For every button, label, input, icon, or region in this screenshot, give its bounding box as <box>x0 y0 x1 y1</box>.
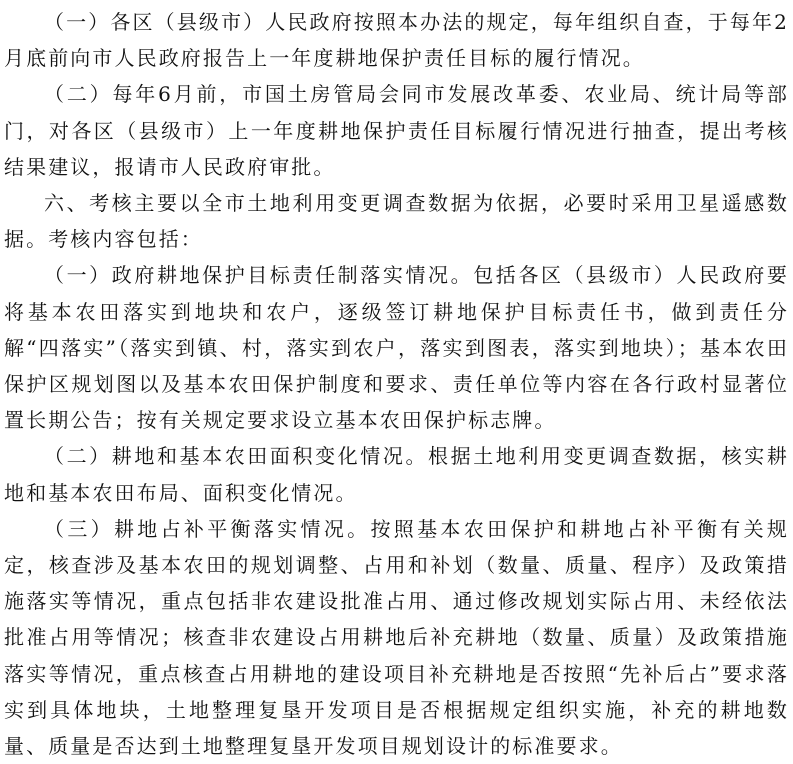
paragraph-text: （二）耕地和基本农田面积变化情况。根据土地利用变更调查数据，核实耕地和基本农田布局、面积变化情况。 <box>4 444 789 505</box>
paragraph-text: （三）耕地占补平衡落实情况。按照基本农田保护和耕地占补平衡有关规定，核查涉及基本农田的规划调整、占用和补划（数量、质量、程序）及政策措施落实等情况，重点包括非农建设批准占用、通过修改规划实际占用、未经依法批准占用等情况；核查非农建设占用耕地后补充耕地（数量、质量）及政策措施落实等情况，重点核查占用耕地的建设项目补充耕地是否按照“先补后占”要求落实到具体地块，土地整理复垦开发项目是否根据规定组织实施，补充的耕地数量、质量是否达到土地整理复垦开发项目规划设计的标准要求。 <box>4 516 789 759</box>
paragraph-county-self-inspection <box>4 4 789 76</box>
paragraph-text: （一）政府耕地保护目标责任制落实情况。包括各区（县级市）人民政府要将基本农田落实到地块和农户，逐级签订耕地保护目标责任书，做到责任分解“四落实”（落实到镇、村，落实到农户，落实到图表，落实到地块）；基本农田保护区规划图以及基本农田保护制度和要求、责任单位等内容在各行政村显著位置长期公告；按有关规定要求设立基本农田保护标志牌。 <box>4 263 789 433</box>
paragraph-text: （二）每年6月前，市国土房管局会同市发展改革委、农业局、统计局等部门，对各区（县级市）上一年度耕地保护责任目标履行情况进行抽查，提出考核结果建议，报请市人民政府审批。 <box>4 82 789 179</box>
paragraph-text: （一）各区（县级市）人民政府按照本办法的规定，每年组织自查，于每年2月底前向市人民政府报告上一年度耕地保护责任目标的履行情况。 <box>4 10 789 71</box>
paragraph-area-change <box>4 438 789 510</box>
paragraph-text: 六、考核主要以全市土地利用变更调查数据为依据，必要时采用卫星遥感数据。考核内容包括： <box>4 191 789 252</box>
paragraph-spot-check <box>4 76 789 185</box>
paragraph-section-six <box>4 185 789 257</box>
paragraph-responsibility-system <box>4 257 789 438</box>
paragraph-balance-implementation <box>4 511 789 764</box>
document-body <box>4 4 789 764</box>
